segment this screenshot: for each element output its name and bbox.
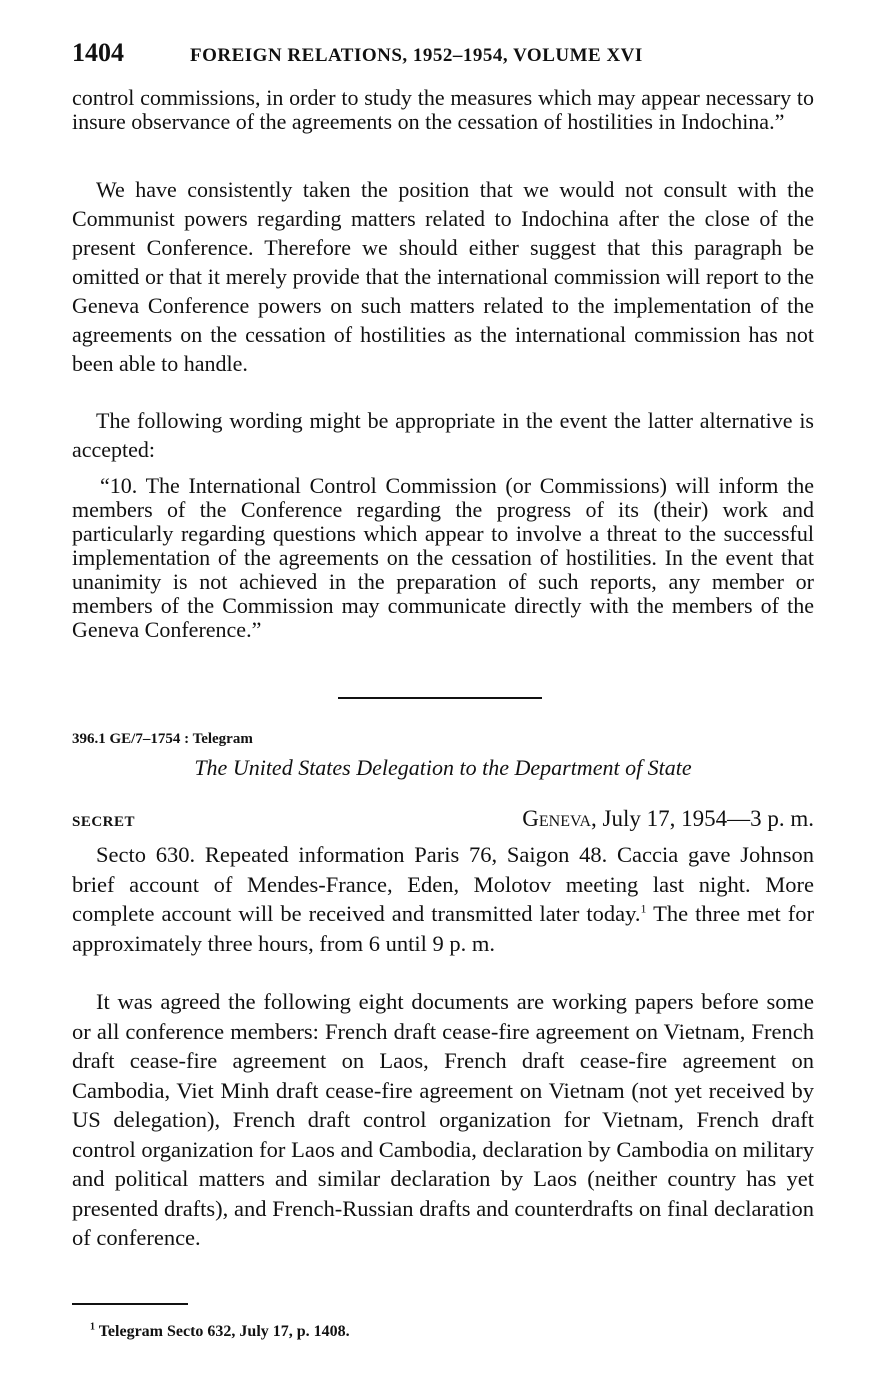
paragraph-wording: The following wording might be appropriate in the event the latter alternative is accepted: [72, 408, 814, 462]
footnote-text: Telegram Secto 632, July 17, p. 1408. [98, 1323, 350, 1340]
footnote-reference: 1 [640, 901, 647, 916]
footnote-mark: 1 [90, 1321, 95, 1333]
paragraph-position: We have consistently taken the position that we would not consult with the Communist powers regarding matters related to Indochina after the close of the present Conference. Therefore we should either suggest that this paragraph be omitted or that it merely provide that the international commission will report to the Geneva Conference powers on such matters related to the implementation of the agreements on the cessation of hostilities as the international commission has not been able to handle. [72, 177, 814, 376]
volume-title: FOREIGN RELATIONS, 1952–1954, VOLUME XVI [190, 45, 643, 66]
classification-label: SECRET [72, 814, 136, 830]
section-divider [338, 697, 542, 699]
file-reference: 396.1 GE/7–1754 : Telegram [72, 731, 253, 747]
footnote-rule [72, 1303, 188, 1305]
p4-text-after: The three met for approximately three hours, from 6 until 9 p. m. [72, 901, 814, 956]
footnote [90, 1323, 350, 1341]
p4-text-before: Secto 630. Repeated information Paris 76, Saigon 48. Caccia gave Johnson brief account of Mendes-France, Eden, Molotov meeting last night. More complete account will be received and transmitted later today. [72, 842, 814, 926]
document-header-row [72, 806, 814, 836]
paragraph-working-papers: It was agreed the following eight documents are working papers before some or all conference members: French draft cease-fire agreement on Vietnam, French draft cease-fire agreement on Laos, French draft cease-fire agreement on Cambodia, Viet Minh draft cease-fire agreement on Vietnam (not yet received by US delegation), French draft control organization for Vietnam, French draft control organization for Laos and Cambodia, declaration by Cambodia on military and political matters and similar declaration by Laos (neither country has yet presented drafts), and French-Russian drafts and counterdrafts on final declaration of conference. [72, 989, 814, 1250]
dateline [522, 806, 814, 832]
paragraph-secto-630 [72, 840, 814, 958]
quoted-paragraph-10: “10. The International Control Commission (or Commissions) will inform the members of the Conference regarding the progress of its (their) work and particularly regarding questions which appear to involve a threat to the successful implementation of the agreements on the cessation of hostilities. In the event that unanimity is not achieved in the preparation of such reports, any member or members of the Commission may communicate directly with the members of the Geneva Conference.” [72, 473, 814, 642]
running-head [72, 38, 814, 68]
page-number: 1404 [72, 38, 124, 67]
paragraph-continuation: control commissions, in order to study the measures which may appear necessary to insure observance of the agreements on the cessation of hostilities in Indochina.” [72, 85, 814, 134]
dateline-place: Geneva, [522, 806, 597, 831]
document-title: The United States Delegation to the Department of State [194, 755, 692, 780]
dateline-date: July 17, 1954—3 p. m. [602, 806, 814, 831]
